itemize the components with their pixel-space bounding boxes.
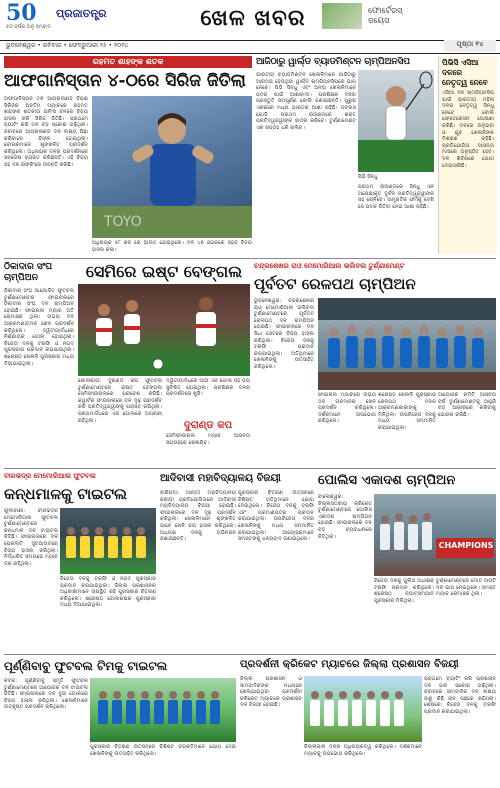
police-body-1: ବାଲେଶ୍ୱର: ଜିଲ୍ଲାସ୍ତରୀୟ କ୍ରିକେଟ ଟୁର୍ଣ୍ଣାମେଣ୍ଟରେ ପୋଲିସ ଏକାଦଶ ଚାମ୍ପିଅନ ହୋଇଛି। ଫାଇନାଲରେ ଦଳ ବଡ଼ ବ୍ୟବଧାନରେ ଜିତିଥିଲା। — [318, 494, 372, 540]
sidebar-body: ଏସିଆ ଦଳ ଚାମ୍ପିଅନସିପ ପାଇଁ ଭାରତୀୟ ମହିଳା ଦଳର ନେତୃତ୍ୱ ସିନ୍ଧୁ ନେବେ ବୋଲି ଫେଡେରେସନ ଘୋଷଣା କରିଛି। ଦଳରେ ଅନୁଭବୀ ଓ ଯୁବ ଖେଳାଳିଙ୍କ ମିଶ୍ରଣ ରହିଛି। ପ୍ରତିଯୋଗିତା ଆସନ୍ତା ମାସରେ ଅନୁଷ୍ଠିତ ହେବ। ଦଳ ଶିବିରରେ ଯୋଗ ଦେଇସାରିଛି। — [442, 90, 494, 169]
railway-body-1: ଭୁବନେଶ୍ୱର: ଚନ୍ଦ୍ରଶେଖର ରାଓ ମେମୋରିଆଲ ଭଲିବଲ ଟୁର୍ଣ୍ଣାମେଣ୍ଟରେ ପୂର୍ବତଟ ରେଳପଥ ଦଳ ଚାମ୍ପିଅନ ହୋଇଛି। ଫାଇନାଲରେ ଦଳ ସିଧା ସେଟରେ ବିଜୟ ହାସଲ କରିଥିଲା। ବିଜେତା ଦଳକୁ ଟ୍ରଫି ପ୍ରଦାନ କରାଯାଇଥିଲା। ଅତିଥିମାନେ ଖେଳାଳିଙ୍କୁ ଉତ୍ସାହିତ କରିଥିଲେ। — [254, 298, 314, 370]
lead-photo — [92, 96, 252, 238]
kandhamal-body-2: ବିଜେତା ଦଳକୁ ଟ୍ରଫି ଓ ନଗଦ ପୁରସ୍କାର ପ୍ରଦାନ କରାଯାଇଥିଲା। ଜିଲ୍ଲା ପ୍ରଶାସନର ଅଧିକାରୀମାନେ ଉପସ୍ଥିତ ରହି ପୁରସ୍କାର ବିତରଣ କରିଥିଲେ। ଶ୍ରେଷ୍ଠ ଗୋଲରକ୍ଷକ ପୁରସ୍କାର ମଧ୍ୟ ଦିଆଯାଇଥିଲା। — [60, 576, 156, 609]
sindhu-body-2: ପ୍ରଥମ ରାଉଣ୍ଡରେ ସିନ୍ଧୁ ଏକ ଅପେକ୍ଷାକୃତ ଦୁର୍ବଳ ପ୍ରତିଦ୍ୱନ୍ଦ୍ୱୀଙ୍କ ସହ ଖେଳିବେ। ସାମ୍ପ୍ରତିକ ଫର୍ମକୁ ଦେଖି ସେ ପଦକ ଜିତିବା ନେଇ ଆଶା ରହିଛି। — [358, 184, 434, 210]
police-body-2: ବିଜେତା ଦଳକୁ ପୁଲିସ ଅଧୀକ୍ଷକ ଟ୍ରଫି ପ୍ରଦାନ କରିଥିଲେ। ଶ୍ରେଷ୍ଠ ବ୍ୟାଟ୍ସମ୍ୟାନ ପୁରସ୍କାର ମିଳିଥିଲା। — [374, 578, 434, 604]
lead-kicker: ରହମତ ଶାହଙ୍କ ଶତକ — [4, 56, 252, 68]
cricket-body-2: ଜିଲ୍ଲାପାଳ ଦଳର ଅଧିନାୟକତ୍ୱ କରିଥିଲେ। ଦର୍ଶକମାନେ ମ୍ୟାଚକୁ ଉପଭୋଗ କରିଥିଲେ। — [304, 744, 422, 757]
lead-headline: ଆଫଗାନିସ୍ତାନ ୪-୦ରେ ସିରିଜ ଜିତିଲା — [4, 71, 246, 91]
masthead-side-label-1: ଫୋର୍ଟେରସ୍ — [368, 6, 403, 15]
cricket-photo — [304, 676, 422, 742]
adibasi-body-2: ପୁରସ୍କାର ବିତରଣ ଉତ୍ସବରେ ବିଶିଷ୍ଟ ଅତିଥିମାନେ ଯୋଗ ଦେଇଥିଲେ। ବିଜେତା ଦଳକୁ ଟ୍ରଫି ଏବଂ ପ୍ରମାଣପତ୍ର ପ୍ରଦାନ କରାଯାଇଥିଲା। ଉପବିଜେତା ଦଳର ଖେଳାଳିଙ୍କୁ ମଧ୍ୟ ସମ୍ମାନିତ କରାଯାଇଥିଲା। ଆୟୋଜକମାନେ ସମସ୍ତଙ୍କୁ ଧନ୍ୟବାଦ ଜଣାଇଥିଲେ। — [238, 490, 314, 543]
page-number: ପୃଷ୍ଠା ୧୪ — [444, 40, 496, 52]
kandhamal-body-1: ଫୁଲବାଣୀ: ବୀରଭଦ୍ର ମେମୋରିଆଲ ଫୁଟବଲ ଟୁର୍ଣ୍ଣାମେଣ୍ଟରେ କନ୍ଧମାଳ ଦଳ ଟାଇଟଲ ଜିତିଛି। ଫାଇନାଲରେ ଦଳ ପେନାଲ୍ଟି ସୁଟଆଉଟରେ ବିଜୟ ହାସଲ କରିଥିଲା। ନିର୍ଦ୍ଧାରିତ ସମୟରେ ମ୍ୟାଚ ଡ୍ର ରହିଥିଲା। — [4, 508, 58, 567]
dateline — [0, 40, 500, 54]
cricket-headline: ପ୍ରଦର୍ଶନୀ କ୍ରିକେଟ ମ୍ୟାଚରେ ଜିଲ୍ଲା ପ୍ରଶାସନ ବିଜୟୀ — [240, 659, 459, 670]
bengal-col-2 — [166, 378, 250, 464]
police-body-3: ଟୁର୍ଣ୍ଣାମେଣ୍ଟରେ ମୋଟ ଆଠଟି ଦଳ ଭାଗ ନେଇଥିଲେ। ସମସ୍ତ ମ୍ୟାଚ ରୋମାଞ୍ଚକ ଥିଲା। — [436, 578, 496, 598]
sindhu-headline: ଆଜିଠାରୁ ୱାର୍ଲ୍ଡ ବ୍ୟାଡମିଣ୍ଟନ ଚାମ୍ପିଅନସିପ — [256, 57, 410, 67]
bengal-body-2: ଦ୍ୱିତୀୟାର୍ଦ୍ଧରେ ଆଉ ଏକ ଗୋଲ ସହ ଜୟ ସୁନିଶ୍ଚିତ ହୋଇଥିଲା। ପ୍ରଶିକ୍ଷକ ଦଳର ପ୍ରଦର୍ଶନରେ ଖୁସି। — [166, 378, 250, 398]
adibasi-headline: ଆଦିବାସୀ ମହାବିଦ୍ୟାଳୟ ବିଜୟୀ — [160, 473, 281, 484]
contractor-body: ଠିକାଦାର ସଂଘ ଆୟୋଜିତ ଫୁଟବଲ ଟୁର୍ଣ୍ଣାମେଣ୍ଟର ଫାଇନାଲରେ ଠିକାଦାର ସଂଘ ଦଳ ଚାମ୍ପିଅନ ହୋଇଛି। ଫାଇନାଲ ମ୍ୟାଚ ଅତି ରୋମାଞ୍ଚକ ଥିଲା। ଉଭୟ ଦଳ ଆକ୍ରମଣାତ୍ମକ ଖେଳ ପ୍ରଦର୍ଶନ କରିଥିଲେ। ଦ୍ୱିତୀୟାର୍ଦ୍ଧରେ ନିର୍ଣ୍ଣାୟକ ଗୋଲ ହୋଇଥିଲା। ବିଜେତା ଦଳକୁ ଟ୍ରଫି ଓ ନଗଦ ପୁରସ୍କାର ପ୍ରଦାନ କରାଯାଇଥିଲା। ଶ୍ରେଷ୍ଠ ଖେଳାଳି ପୁରସ୍କାର ମଧ୍ୟ ଦିଆଯାଇଥିଲା। — [4, 288, 74, 367]
divider-1 — [4, 258, 496, 259]
divider-3 — [4, 654, 496, 655]
railway-kicker: ଚନ୍ଦ୍ରଶେଖର ରାଓ ମେମୋରିଆଲ ଭଲିବଲ ଟୁର୍ଣ୍ଣାମେଣ୍ଟ — [254, 262, 405, 270]
sidebar-title: ପିଭିସି ଏସିଆ ଦଳରେ — [442, 58, 479, 77]
purbi-body-1: କଟକ: ପୂର୍ଣ୍ଣିବାବୁ ସ୍ମୃତି ଫୁଟବଲ ଟୁର୍ଣ୍ଣାମେଣ୍ଟରେ ଆୟୋଜକ ଦଳ ଟାଇଟଲ ଜିତିଛି। ଫାଇନାଲରେ ଦଳ ଦୁଇ ଗୋଲରେ ବିଜୟ ହାସଲ କରିଥିଲା। ଖେଳାଳିମାନେ ଉତ୍କୃଷ୍ଟ ପ୍ରଦର୍ଶନ କରିଥିଲେ। — [4, 678, 88, 711]
anniversary-number: 50 — [6, 0, 37, 26]
purbi-team-illustration — [90, 678, 236, 742]
masthead-photo — [322, 3, 362, 29]
champions-banner: CHAMPIONS — [438, 541, 494, 550]
sindhu-sidebar — [438, 56, 497, 254]
brand-name: ପ୍ରଜାତନ୍ତ୍ର — [56, 7, 107, 20]
railway-body-2: ଫାଇନାଲ ମ୍ୟାଚରେ ଉଭୟ ଦଳ ଉଚ୍ଚମାନର ଖେଳ ପ୍ରଦର୍ଶନ କରିଥିଲେ। ଦର୍ଶକମାନେ ଉପଭୋଗ କରିଥିଲେ। — [318, 392, 376, 425]
railway-body-3: ଶ୍ରେଷ୍ଠ ଖେଳାଳି ପୁରସ୍କାର ରେଳପଥ ଦଳର ଆକ୍ରମଣକାରୀଙ୍କୁ ମିଳିଥିଲା। ଉପବିଜେତା ଦଳକୁ ମଧ୍ୟ ସମ୍ମାନିତ କରାଯାଇଥିଲା। — [378, 392, 436, 431]
football-team-illustration — [60, 508, 156, 574]
cricket-body-3: ପ୍ରଥମେ ବ୍ୟାଟିଂ କରି ପ୍ରଶାସନ ଦଳ ଭଲ ସ୍କୋର ଗଢ଼ିଥିଲା। ଜବାବରେ ସାମ୍ବାଦିକ ଦଳ ଲକ୍ଷ୍ୟ ଠାରୁ କିଛି ରନ ପଛରେ ରହିଗଲା। ଶେଷରେ ବିଜେତା ଦଳକୁ ଟ୍ରଫି ପ୍ରଦାନ କରାଯାଇଥିଲା। — [424, 676, 496, 715]
date-text: ଭୁବନେଶ୍ୱର • ରବିବାର • ଫେବ୍ରୁଆରୀ ୨୫ • ୨୦୨୪ — [6, 42, 129, 49]
kandhamal-kicker: ବୀରଭଦ୍ର ମେମୋରିଆଲ ଫୁଟବଲ — [4, 472, 96, 480]
purbi-photo — [90, 678, 236, 742]
cricket-body-1: ଜିଲ୍ଲା ପ୍ରଶାସନ ଓ ସାମ୍ବାଦିକଙ୍କ ମଧ୍ୟରେ ଖେଳାଯାଇଥିବା ପ୍ରଦର୍ଶନୀ କ୍ରିକେଟ ମ୍ୟାଚରେ ପ୍ରଶାସନ ଦଳ ବିଜୟୀ ହୋଇଛି। — [240, 676, 302, 709]
cricket-team-illustration — [304, 676, 422, 742]
bengal-photo — [78, 284, 250, 376]
sidebar-subtitle: ନେତୃତ୍ୱ ନେବେ — [442, 78, 488, 87]
football-players-illustration — [78, 284, 250, 376]
anniversary-tagline: ୫୦ ବର୍ଷର ଅନୁ ସମ୍ବାଦ — [6, 24, 51, 30]
sindhu-body: ଭାରତୀୟ ବ୍ୟାଡମିଣ୍ଟନ ଖେଳାଳିମାନେ ଆଜିଠାରୁ ଆରମ୍ଭ ହେଉଥିବା ୱାର୍ଲ୍ଡ ଚାମ୍ପିଅନସିପରେ ଭାଗ ନେବେ। ପିଭି ସିନ୍ଧୁ ଏବଂ ଅନ୍ୟ ଖେଳାଳିମାନେ ପଦକ ପାଇଁ ଆଶାବାଦୀ। ପ୍ରଶିକ୍ଷକ ଦଳର ପ୍ରସ୍ତୁତି ସମ୍ପୂର୍ଣ୍ଣ ବୋଲି ଜଣାଇଛନ୍ତି। ପୁରୁଷ ଏକକରେ ମଧ୍ୟ ଭାରତର ଆଶା ରହିଛି। ଡବଲସ ଯୋଡ଼ି ପ୍ରଥମ ରାଉଣ୍ଡରେ ଶକ୍ତ ପ୍ରତିଦ୍ୱନ୍ଦ୍ୱୀଙ୍କ ସାମ୍ନା କରିବେ। ଟୁର୍ଣ୍ଣାମେଣ୍ଟ ଏକ ସପ୍ତାହ ଧରି ଚାଲିବ। — [256, 72, 356, 131]
railway-headline: ପୂର୍ବତଟ ରେଳପଥ ଚାମ୍ପିଅନ — [254, 275, 416, 293]
purbi-body-2: ପୁରସ୍କାର ବିତରଣ ଉତ୍ସବରେ ବିଶିଷ୍ଟ ବ୍ୟକ୍ତିମାନେ ଯୋଗ ଦେଇ ଖେଳାଳିଙ୍କୁ ଉତ୍ସାହିତ କରିଥିଲେ। — [90, 744, 236, 757]
bengal-headline: ସେମିରେ ଇଷ୍ଟ ବେଙ୍ଗଲ — [85, 262, 243, 281]
police-team-illustration — [374, 494, 496, 576]
adibasi-body-1: ବାରିପଦା: ଆନ୍ତଃ ମହାବିଦ୍ୟାଳୟ କ୍ରୀଡ଼ା ପ୍ରତିଯୋଗିତାରେ ଆଦିବାସୀ ମହାବିଦ୍ୟାଳୟ ବିଜୟୀ ହୋଇଛି। ଫାଇନାଲରେ ଦଳ ଦୃଢ଼ ପ୍ରଦର୍ଶନ କରିଥିଲା। ଖେଳାଳିମାନେ ଶୃଙ୍ଖଳିତ ଭାବେ ଖେଳି ଜୟ ହାସଲ କରିଥିଲେ। ଅଧ୍ୟକ୍ଷ ଦଳକୁ ଅଭିନନ୍ଦନ ଜଣାଇଛନ୍ତି। — [160, 490, 236, 543]
cricketer-illustration — [92, 96, 252, 238]
sindhu-photo — [358, 70, 434, 172]
kandhamal-headline: କନ୍ଧମାଳକୁ ଟାଇଟଲ — [4, 485, 128, 503]
kandhamal-photo — [60, 508, 156, 574]
masthead — [0, 0, 500, 40]
bengal-body-1: କୋଲକାତା: ଦୁରାଣ୍ଡ କପ ଫୁଟବଲ ଟୁର୍ଣ୍ଣାମେଣ୍ଟରେ ଇଷ୍ଟ ବେଙ୍ଗଲ ସେମିଫାଇନାଲରେ ପ୍ରବେଶ କରିଛି। କ୍ୱାର୍ଟର ଫାଇନାଲରେ ଦଳ ଦୃଢ଼ ପ୍ରଦର୍ଶନ କରି ପ୍ରତିଦ୍ୱନ୍ଦ୍ୱୀଙ୍କୁ ପରାସ୍ତ କରିଥିଲା। ପ୍ରଥମାର୍ଦ୍ଧରେ ଏକ ଗୋଲରେ ଅଗ୍ରଣୀ ରହିଥିଲା। — [78, 378, 162, 424]
cup-label: ଦୁରାଣ୍ଡ କପ — [183, 420, 233, 431]
team-group-illustration — [318, 298, 496, 390]
contractor-headline: ଠିକାଦାର ସଂଘ ଚାମ୍ପିଅନ — [4, 262, 53, 283]
police-headline: ପୋଲିସ ଏକାଦଶ ଚାମ୍ପିଅନ — [318, 473, 456, 488]
badminton-player-illustration — [358, 70, 434, 172]
police-photo — [374, 494, 496, 576]
sindhu-caption: ପିଭି ସିନ୍ଧୁ — [358, 174, 378, 180]
divider-2 — [4, 468, 496, 469]
lead-body-bottom: ଅଧିନାୟକ ୫୮ ରନ ରେ ଆଉଟ ହୋଇଥିଲେ। ଦଳ ୪୭ ଓଭରରେ ସହଜ ବିଜୟ ହାସଲ କଲା। — [92, 240, 252, 253]
purbi-headline: ପୂର୍ଣ୍ଣିବାବୁ ଫୁଟବଲ ଟିମକୁ ଟାଇଟଲ — [4, 659, 168, 673]
railway-photo — [318, 298, 496, 390]
bengal-body-3: ସେମିଫାଇନାଲ ମ୍ୟାଚ ଆସନ୍ତା ସପ୍ତାହରେ ଖେଳାଯିବ। — [166, 433, 250, 446]
masthead-side-label-2: ଜୟେସ — [368, 16, 390, 25]
svg-text:TOYO: TOYO — [104, 214, 142, 230]
railway-body-4: ଆୟୋଜକ କମିଟି ଆସନ୍ତା ବର୍ଷ ଟୁର୍ଣ୍ଣାମେଣ୍ଟକୁ ଆହୁରି ବଡ଼ ଆକାରରେ କରିବାକୁ ଯୋଜନା କରିଛି। — [438, 392, 496, 418]
masthead-side — [368, 6, 402, 26]
lead-body: ଅଫଗାନିସ୍ତାନ ଦଳ ଆୟରଲାଣ୍ଡ ବିପକ୍ଷ ସିରିଜର ଅନ୍ତିମ ମ୍ୟାଚରେ ରହମତ ଶାହଙ୍କ ଶତକୀୟ ଇନିଂସ ବଳରେ ବିଜୟ ହାସଲ କରି ସିରିଜ ଜିତିଛି। ପ୍ରଥମେ ବ୍ୟାଟିଂ କରି ଦଳ ବଡ଼ ସ୍କୋର ଗଢ଼ିଥିଲା। ଜବାବରେ ଆୟରଲାଣ୍ଡ ଦଳ ଲକ୍ଷ୍ୟ ପିଛା କରିବାରେ ବିଫଳ ହୋଇଥିଲା। ବୋଲରମାନେ ଶୃଙ୍ଖଳିତ ପ୍ରଦର୍ଶନ କରିଥିଲେ। ଅଧିନାୟକ ଦଳର ପ୍ରଦର୍ଶନରେ ସନ୍ତୋଷ ବ୍ୟକ୍ତ କରିଛନ୍ତି। ଏହି ବିଜୟ ସହ ଦଳ ରାଙ୍କିଂରେ ଉନ୍ନତି କରିଛି। — [4, 96, 88, 168]
section-title: ଖେଳ ଖବର — [200, 6, 306, 31]
